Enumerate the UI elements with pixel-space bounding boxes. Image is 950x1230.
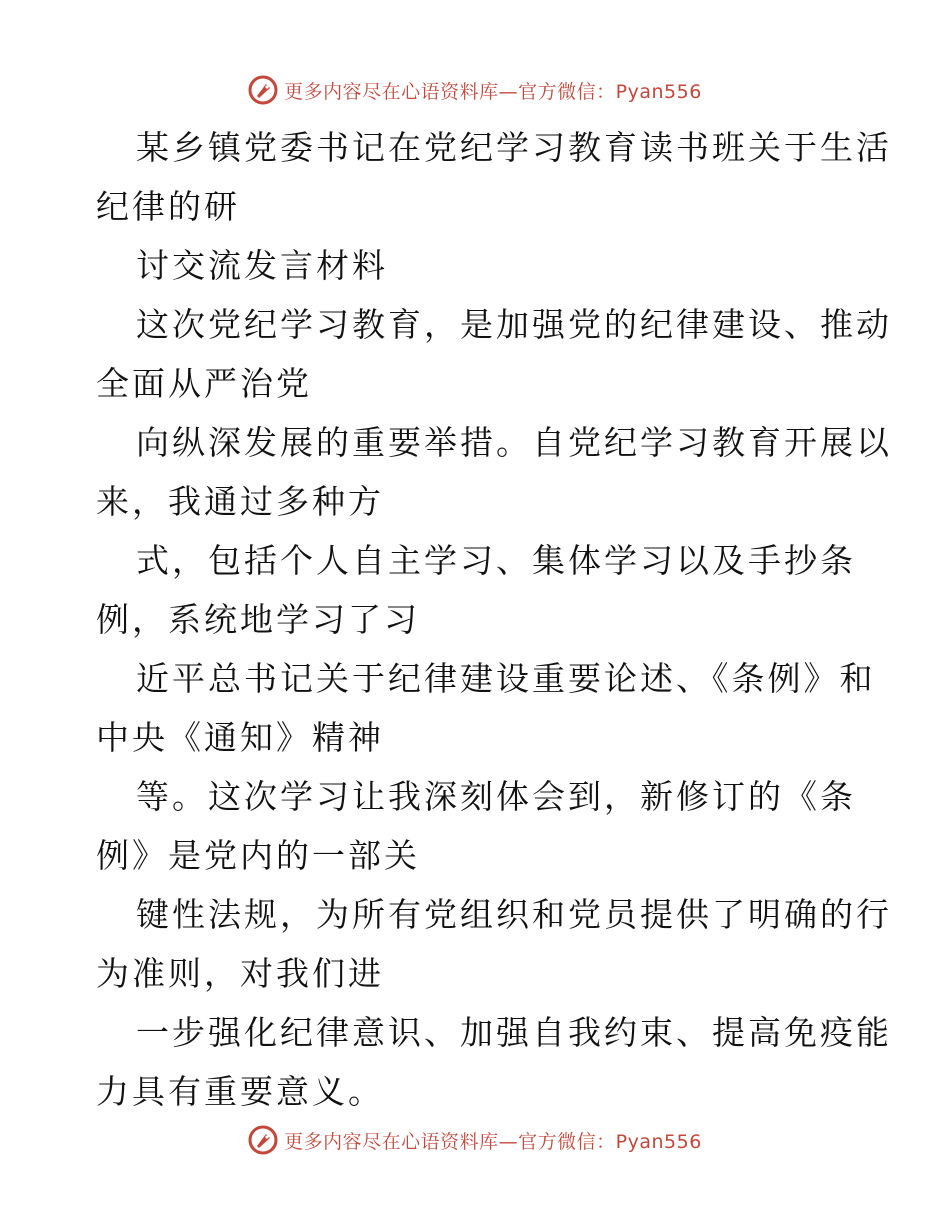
pen-nib-logo-icon xyxy=(248,75,278,105)
footer-watermark xyxy=(0,1122,950,1158)
text-line: 例》是党内的一部关 xyxy=(96,836,420,875)
text-line: 一步强化纪律意识、加强自我约束、提高免疫能 xyxy=(136,1013,892,1052)
text-line: 等。这次学习让我深刻体会到，新修订的《条 xyxy=(136,777,856,816)
document-body xyxy=(96,118,892,1121)
text-line: 某乡镇党委书记在党纪学习教育读书班关于生活 xyxy=(136,128,892,167)
text-line: 这次党纪学习教育，是加强党的纪律建设、推动 xyxy=(136,305,892,344)
text-line: 键性法规，为所有党组织和党员提供了明确的行 xyxy=(136,895,892,934)
watermark-text: 更多内容尽在心语资料库—官方微信：Pyan556 xyxy=(284,1130,702,1153)
text-line: 为准则，对我们进 xyxy=(96,954,384,993)
watermark-text: 更多内容尽在心语资料库—官方微信：Pyan556 xyxy=(284,80,702,103)
text-line: 力具有重要意义。 xyxy=(96,1072,384,1111)
text-line: 讨交流发言材料 xyxy=(136,246,388,285)
text-line: 近平总书记关于纪律建设重要论述、《条例》和 xyxy=(136,659,876,698)
text-line: 例，系统地学习了习 xyxy=(96,600,420,639)
text-line: 纪律的研 xyxy=(96,187,240,226)
text-line: 向纵深发展的重要举措。自党纪学习教育开展以 xyxy=(136,423,892,462)
text-line: 来，我通过多种方 xyxy=(96,482,384,521)
text-line: 式，包括个人自主学习、集体学习以及手抄条 xyxy=(136,541,856,580)
pen-nib-logo-icon xyxy=(248,1125,278,1155)
text-line: 中央《通知》精神 xyxy=(96,718,384,757)
text-line: 全面从严治党 xyxy=(96,364,312,403)
header-watermark xyxy=(0,72,950,108)
